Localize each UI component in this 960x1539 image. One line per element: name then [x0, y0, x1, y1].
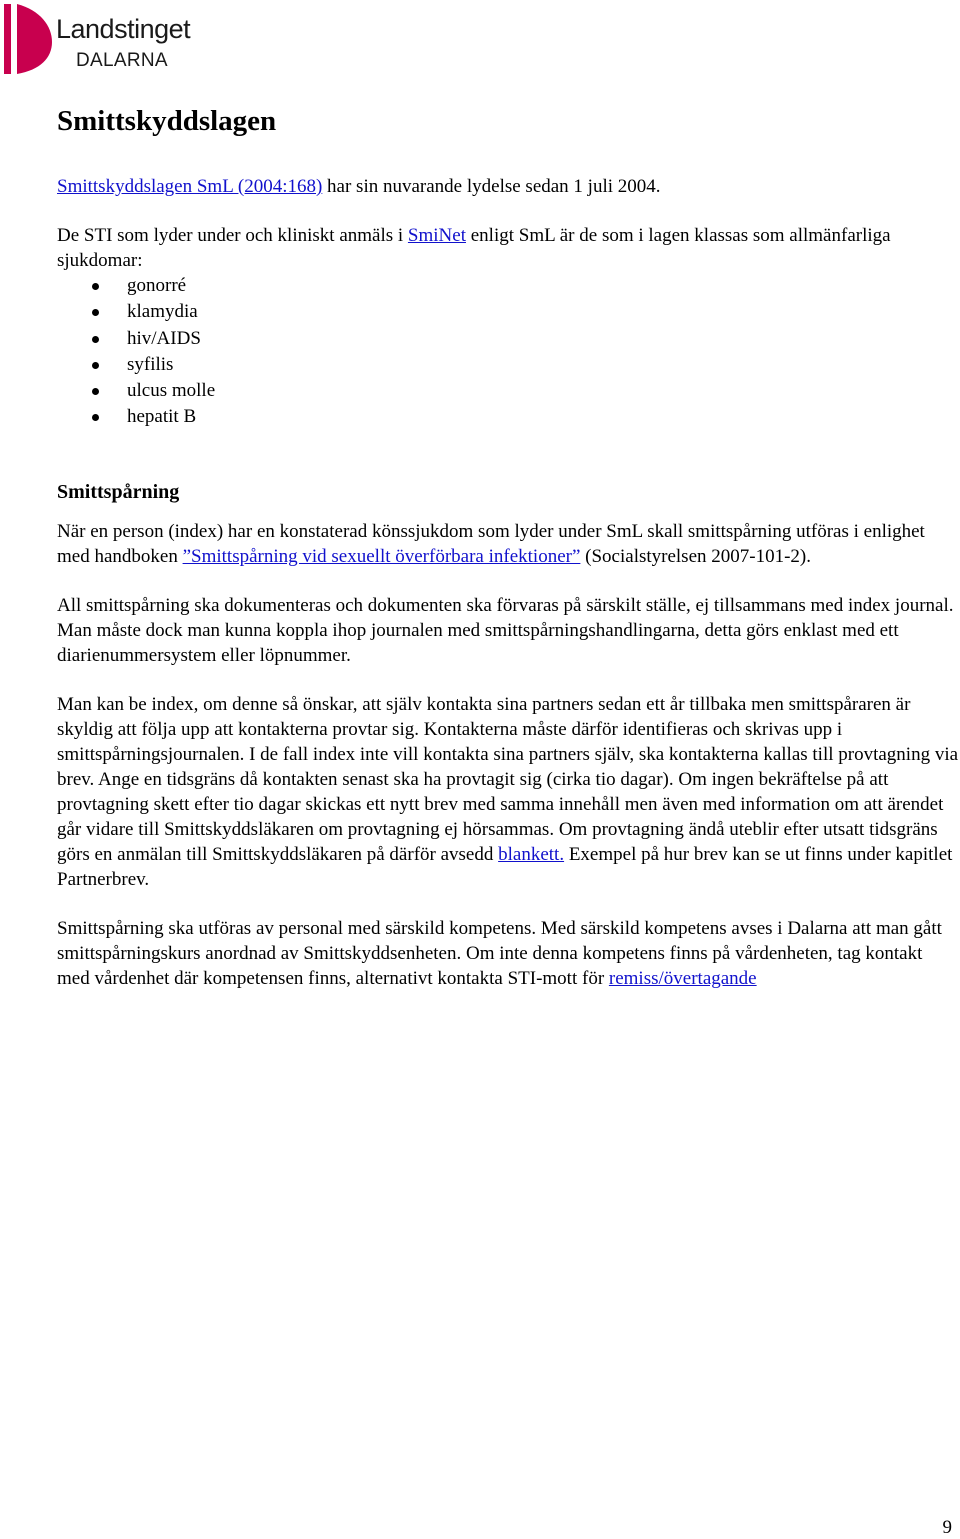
document-body: [57, 103, 959, 1015]
list-item-label: syfilis: [127, 353, 174, 375]
list-item-label: klamydia: [127, 301, 198, 323]
list-item: [127, 326, 959, 352]
p3-text-2: Exempel på hur brev kan se ut finns under kapitlet Partnerbrev.: [57, 843, 953, 890]
remiss-link[interactable]: remiss/övertagande: [608, 967, 757, 989]
smittskyddslagen-link[interactable]: Smittskyddslagen SmL (2004:168): [57, 176, 323, 197]
bullet-icon: [92, 283, 99, 290]
list-item-label: gonorré: [127, 275, 187, 296]
smittsparning-paragraph-2: All smittspårning ska dokumenteras och dokumenten ska förvaras på särskilt ställe, ej tillsammans med index journal. Man måste dock man kunna koppla ihop journalen med smittspårningshandlingarna, detta görs enklast med ett diarienummersystem eller löpnummer.: [57, 594, 954, 666]
bullet-icon: [92, 309, 99, 316]
list-item: [127, 352, 959, 378]
landstinget-logo-mark: [4, 4, 52, 76]
intro-paragraph: [57, 174, 959, 199]
sti-text-1: De STI som lyder under och kliniskt anmäls i: [57, 225, 408, 246]
sti-paragraph: [57, 223, 959, 273]
smittsparning-paragraph-3: [57, 692, 959, 892]
p1-text-2: (Socialstyrelsen 2007-101-2).: [580, 545, 811, 567]
list-item-label: hepatit B: [127, 406, 197, 428]
disease-list: [57, 273, 959, 431]
logo-name: Landstinget: [56, 14, 191, 44]
bullet-icon: [92, 414, 99, 421]
list-item-label: ulcus molle: [127, 380, 216, 402]
page-title: Smittskyddslagen: [57, 105, 277, 137]
blankett-link[interactable]: blankett.: [498, 843, 565, 865]
sti-text-2: enligt SmL är de som i lagen klassas som allmänfarliga sjukdomar:: [57, 225, 891, 271]
list-item: [127, 404, 959, 430]
sminet-link[interactable]: SmiNet: [407, 225, 466, 246]
list-item: [127, 299, 959, 325]
p1-text-1: När en person (index) har en konstaterad könssjukdom som lyder under SmL skall smittspårning utföras i enlighet med handboken: [57, 520, 925, 567]
bullet-icon: [92, 388, 99, 395]
bullet-icon: [92, 336, 99, 343]
handbook-link[interactable]: ”Smittspårning vid sexuellt överförbara infektioner”: [182, 545, 581, 567]
smittsparning-paragraph-4: [57, 916, 959, 991]
p4-text-1: Smittspårning ska utföras av personal med särskild kompetens. Med särskild kompetens avses i Dalarna att man gått smittspårningskurs anordnad av Smittskyddsenheten. Om inte denna kompetens finns på vårdenheten, tag kontakt med vårdenhet där kompetensen finns, alternativt kontakta STI-mott för: [57, 917, 942, 989]
list-item: [127, 273, 959, 299]
list-item-label: hiv/AIDS: [127, 327, 201, 349]
smittsparning-paragraph-1: [57, 519, 959, 569]
intro-text: har sin nuvarande lydelse sedan 1 juli 2004.: [322, 176, 661, 197]
list-item: [127, 378, 959, 404]
logo-region: DALARNA: [76, 50, 168, 71]
page-number: 9: [942, 1517, 952, 1538]
p3-text-1: Man kan be index, om denne så önskar, att själv kontakta sina partners sedan ett år tillbaka men smittspåraren är skyldig att följa upp att kontakterna provtar sig. Kontakterna måste därför identifieras och skrivas upp i smittspårningsjournalen. I de fall index inte vill kontakta sina partners själv, ska kontakterna kallas till provtagning via brev. Ange en tidsgräns då kontakten senast ska ha provtagit sig (cirka tio dagar). Om ingen bekräftelse på att provtagning skett efter tio dagar skickas ett nytt brev med samma innehåll men även med information om att ärendet går vidare till Smittskyddsläkaren om provtagning ej hörsammas. Om provtagning ändå uteblir efter utsatt tidsgräns görs en anmälan till Smittskyddsläkaren på därför avsedd: [57, 693, 959, 865]
section-heading: Smittspårning: [57, 480, 180, 503]
bullet-icon: [92, 362, 99, 369]
